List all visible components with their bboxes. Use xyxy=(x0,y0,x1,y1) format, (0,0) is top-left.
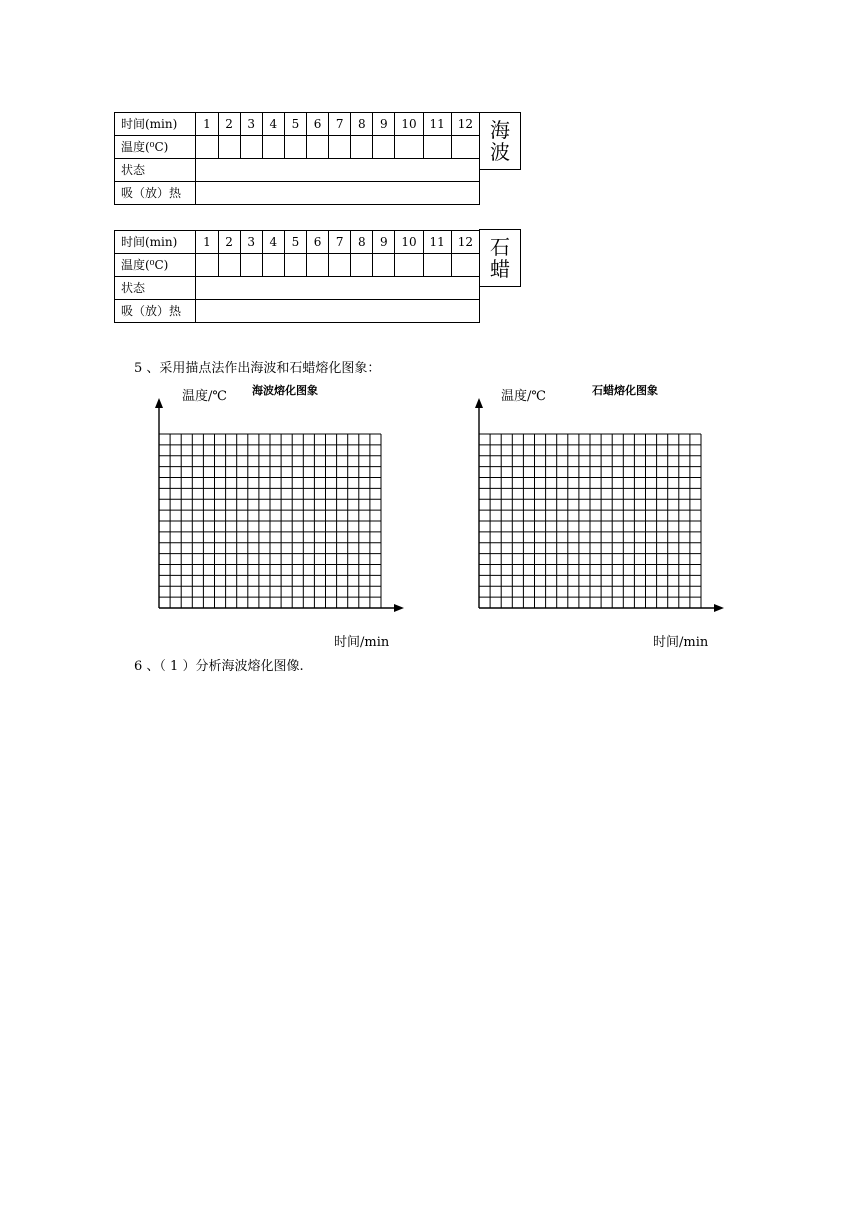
table-cell[interactable] xyxy=(395,254,423,277)
side-label-char: 波 xyxy=(490,140,510,164)
side-label-char: 石 xyxy=(490,235,510,259)
table-cell[interactable] xyxy=(423,136,451,159)
x-axis-arrow-icon xyxy=(714,604,724,612)
column-header: 7 xyxy=(329,231,351,254)
table-row xyxy=(115,136,480,159)
row-header-heat: 吸（放）热 xyxy=(115,300,196,323)
column-header: 1 xyxy=(196,231,218,254)
table-cell[interactable] xyxy=(196,159,480,182)
table-row xyxy=(115,159,480,182)
table-cell[interactable] xyxy=(196,182,480,205)
table-row xyxy=(115,113,480,136)
column-header: 12 xyxy=(451,113,479,136)
table-cell[interactable] xyxy=(423,254,451,277)
table-cell[interactable] xyxy=(218,136,240,159)
table-cell[interactable] xyxy=(451,254,479,277)
side-label-char: 蜡 xyxy=(490,257,510,281)
table-cell[interactable] xyxy=(351,254,373,277)
table-cell[interactable] xyxy=(240,136,262,159)
column-header: 4 xyxy=(262,113,284,136)
column-header: 3 xyxy=(240,113,262,136)
column-header: 6 xyxy=(306,231,328,254)
table-cell[interactable] xyxy=(196,136,218,159)
column-header: 11 xyxy=(423,113,451,136)
column-header: 2 xyxy=(218,113,240,136)
column-header: 9 xyxy=(373,113,395,136)
column-header: 8 xyxy=(351,113,373,136)
column-header: 3 xyxy=(240,231,262,254)
row-header-temperature: 温度(⁰C) xyxy=(115,136,196,159)
chart-1-y-axis-label: 温度/℃ xyxy=(182,389,227,404)
table-cell[interactable] xyxy=(218,254,240,277)
section-5-instruction: 5 、采用描点法作出海波和石蜡熔化图象： xyxy=(134,361,381,376)
row-header-state: 状态 xyxy=(115,277,196,300)
column-header: 9 xyxy=(373,231,395,254)
column-header: 7 xyxy=(329,113,351,136)
chart-2-x-axis-label: 时间/min xyxy=(653,635,709,650)
row-header-state: 状态 xyxy=(115,159,196,182)
table-cell[interactable] xyxy=(306,136,328,159)
chart-1-title: 海波熔化图象 xyxy=(252,384,318,397)
table-cell[interactable] xyxy=(196,277,480,300)
table-cell[interactable] xyxy=(373,136,395,159)
column-header: 2 xyxy=(218,231,240,254)
table-row xyxy=(115,300,480,323)
shila-data-table xyxy=(114,230,480,323)
column-header: 5 xyxy=(284,113,306,136)
chart-1-grid[interactable] xyxy=(150,392,410,622)
column-header: 10 xyxy=(395,231,423,254)
column-header: 5 xyxy=(284,231,306,254)
row-header-heat: 吸（放）热 xyxy=(115,182,196,205)
section-6-instruction: 6 、（ 1 ）分析海波熔化图像. xyxy=(134,659,304,674)
chart-2-grid[interactable] xyxy=(470,392,730,622)
table-cell[interactable] xyxy=(373,254,395,277)
table-cell[interactable] xyxy=(329,254,351,277)
table-cell[interactable] xyxy=(240,254,262,277)
chart-2-title: 石蜡熔化图象 xyxy=(592,384,658,397)
chart-2-y-axis-label: 温度/℃ xyxy=(501,389,546,404)
table-cell[interactable] xyxy=(306,254,328,277)
column-header: 11 xyxy=(423,231,451,254)
table-cell[interactable] xyxy=(284,136,306,159)
table-cell[interactable] xyxy=(451,136,479,159)
side-label-char: 海 xyxy=(490,118,510,142)
column-header: 4 xyxy=(262,231,284,254)
haibo-side-label xyxy=(479,112,521,170)
table-cell[interactable] xyxy=(395,136,423,159)
table-cell[interactable] xyxy=(262,254,284,277)
table-cell[interactable] xyxy=(284,254,306,277)
table-cell[interactable] xyxy=(196,300,480,323)
column-header: 1 xyxy=(196,113,218,136)
y-axis-arrow-icon xyxy=(155,398,163,408)
x-axis-arrow-icon xyxy=(394,604,404,612)
row-header-temperature: 温度(⁰C) xyxy=(115,254,196,277)
table-cell[interactable] xyxy=(262,136,284,159)
haibo-data-table xyxy=(114,112,480,205)
table-cell[interactable] xyxy=(351,136,373,159)
table-cell[interactable] xyxy=(329,136,351,159)
chart-1-x-axis-label: 时间/min xyxy=(334,635,390,650)
table-row xyxy=(115,182,480,205)
column-header: 12 xyxy=(451,231,479,254)
y-axis-arrow-icon xyxy=(475,398,483,408)
row-header-time: 时间(min) xyxy=(115,113,196,136)
column-header: 8 xyxy=(351,231,373,254)
table-row xyxy=(115,277,480,300)
shila-side-label xyxy=(479,229,521,287)
table-row xyxy=(115,254,480,277)
row-header-time: 时间(min) xyxy=(115,231,196,254)
column-header: 6 xyxy=(306,113,328,136)
table-cell[interactable] xyxy=(196,254,218,277)
table-row xyxy=(115,231,480,254)
column-header: 10 xyxy=(395,113,423,136)
